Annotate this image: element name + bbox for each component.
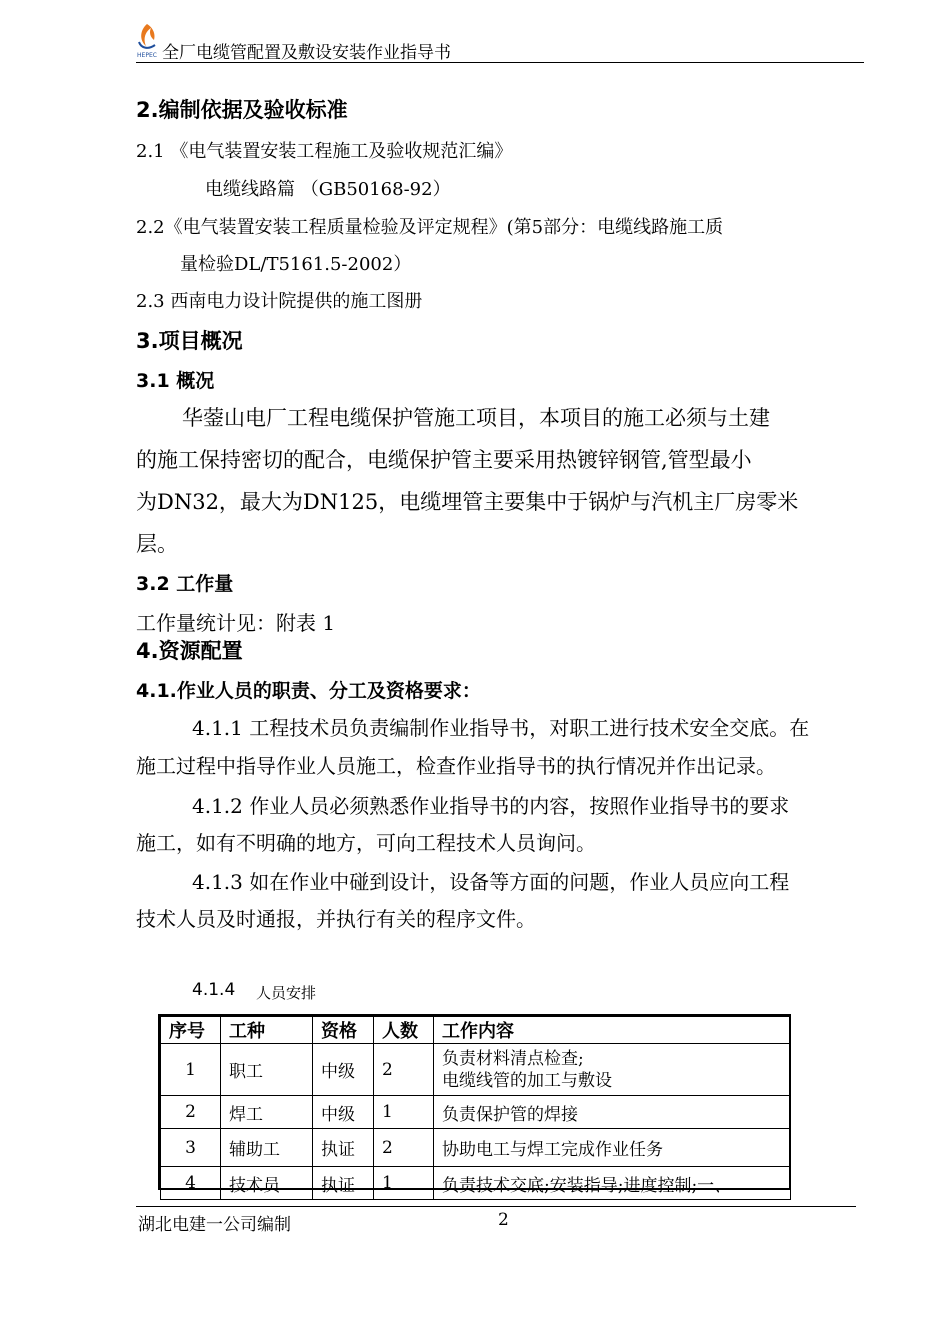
duty-4-1-2-line2: 施工，如有不明确的地方，可向工程技术人员询问。 [136, 831, 596, 855]
cell-qualification: 中级 [313, 1044, 374, 1096]
header-divider [136, 62, 864, 63]
table-row [161, 1167, 791, 1200]
section-4-1-heading: 4.1.作业人员的职责、分工及资格要求： [136, 680, 481, 702]
table-row [161, 1129, 791, 1167]
duty-4-1-1-line2: 施工过程中指导作业人员施工，检查作业指导书的执行情况并作出记录。 [136, 754, 776, 778]
table-header-row [161, 1017, 791, 1044]
cell-work: 负责保护管的焊接 [434, 1096, 791, 1129]
table-caption-text: 人员安排 [256, 984, 317, 1002]
table-caption-number: 4.1.4 [192, 980, 236, 1000]
reference-item-2-1-sub: 电缆线路篇 （GB50168-92） [205, 179, 451, 200]
overview-line-2: 的施工保持密切的配合，电缆保护管主要采用热镀锌钢管,管型最小 [136, 448, 752, 472]
reference-item-2-3: 2.3 西南电力设计院提供的施工图册 [136, 291, 423, 312]
cell-work: 协助电工与焊工完成作业任务 [434, 1129, 791, 1167]
reference-item-2-1: 2.1 《电气装置安装工程施工及验收规范汇编》 [136, 141, 513, 162]
cell-count: 2 [374, 1044, 434, 1096]
footer-divider [136, 1206, 856, 1207]
footer-company: 湖北电建一公司编制 [138, 1215, 291, 1235]
header-type: 工种 [221, 1017, 313, 1044]
cell-type: 辅助工 [221, 1129, 313, 1167]
company-logo-icon [134, 20, 160, 60]
cell-no: 3 [161, 1129, 221, 1167]
table-row [161, 1096, 791, 1129]
staff-arrangement-table [160, 1016, 791, 1200]
header-no: 序号 [161, 1017, 221, 1044]
header-qualification: 资格 [313, 1017, 374, 1044]
cell-type: 技术员 [221, 1167, 313, 1200]
cell-qualification: 中级 [313, 1096, 374, 1129]
cell-count: 1 [374, 1167, 434, 1200]
header-count: 人数 [374, 1017, 434, 1044]
cell-work [434, 1044, 791, 1096]
cell-work-line: 电缆线管的加工与敷设 [442, 1070, 612, 1091]
cell-qualification: 执证 [313, 1129, 374, 1167]
section-3-2-heading: 3.2 工作量 [136, 573, 234, 595]
logo-text: HEPEC [137, 52, 157, 59]
section-2-heading: 2.编制依据及验收标准 [136, 98, 348, 122]
cell-count: 1 [374, 1096, 434, 1129]
section-3-heading: 3.项目概况 [136, 329, 243, 353]
section-4-heading: 4.资源配置 [136, 639, 243, 663]
cell-work-line: 负责材料清点检查; [442, 1048, 584, 1069]
header-work: 工作内容 [434, 1017, 791, 1044]
workload-text: 工作量统计见：附表 1 [136, 611, 336, 635]
cell-count: 2 [374, 1129, 434, 1167]
overview-line-1: 华蓥山电厂工程电缆保护管施工项目，本项目的施工必须与土建 [182, 406, 770, 430]
overview-line-3: 为DN32，最大为DN125，电缆埋管主要集中于锅炉与汽机主厂房零米 [136, 490, 799, 514]
document-title: 全厂电缆管配置及敷设安装作业指导书 [162, 43, 451, 63]
cell-no: 4 [161, 1167, 221, 1200]
cell-no: 1 [161, 1044, 221, 1096]
overview-line-4: 层。 [136, 532, 178, 556]
section-3-1-heading: 3.1 概况 [136, 370, 215, 392]
duty-4-1-2-line1: 4.1.2 作业人员必须熟悉作业指导书的内容，按照作业指导书的要求 [192, 794, 790, 818]
cell-type: 职工 [221, 1044, 313, 1096]
cell-type: 焊工 [221, 1096, 313, 1129]
cell-no: 2 [161, 1096, 221, 1129]
duty-4-1-1-line1: 4.1.1 工程技术员负责编制作业指导书，对职工进行技术安全交底。在 [192, 716, 810, 740]
cell-qualification: 执证 [313, 1167, 374, 1200]
reference-item-2-2-line2: 量检验DL/T5161.5-2002） [180, 254, 412, 275]
duty-4-1-3-line2: 技术人员及时通报，并执行有关的程序文件。 [136, 907, 536, 931]
cell-work: 负责技术交底;安装指导;进度控制;一、 [434, 1167, 791, 1200]
duty-4-1-3-line1: 4.1.3 如在作业中碰到设计，设备等方面的问题，作业人员应向工程 [192, 870, 790, 894]
page-number: 2 [498, 1210, 509, 1230]
table-row [161, 1044, 791, 1096]
reference-item-2-2-line1: 2.2《电气装置安装工程质量检验及评定规程》(第5部分：电缆线路施工质 [136, 217, 724, 238]
